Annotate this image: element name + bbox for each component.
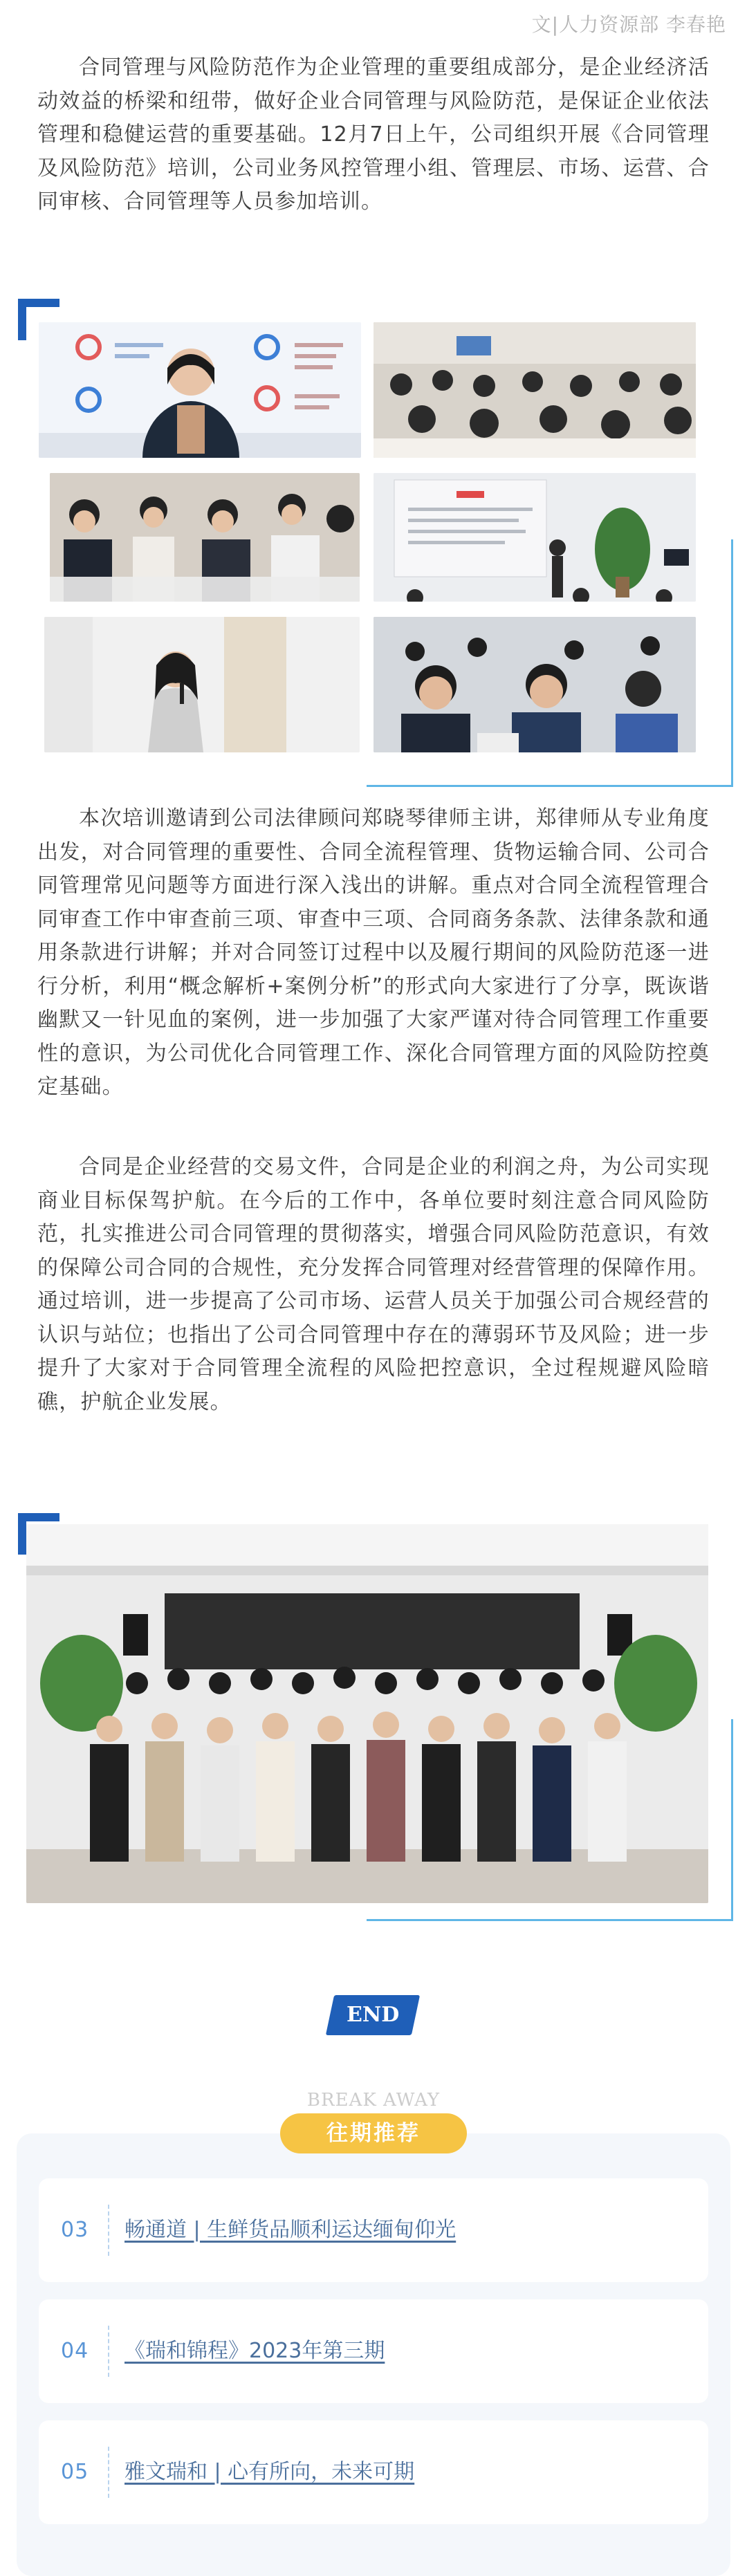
recommend-divider [108,2447,109,2498]
recommend-link[interactable]: 雅文瑞和 | 心有所向，未来可期 [124,2460,415,2484]
recommend-divider [108,2205,109,2256]
recommend-card-05[interactable] [39,2420,708,2524]
recommend-link[interactable]: 《瑞和锦程》2023年第三期 [124,2339,385,2363]
author-byline: 文|人力资源部 李春艳 [531,13,726,36]
photo-classroom-audience [374,322,696,458]
break-away-heading: BREAK AWAY [306,2090,441,2111]
recommend-title-pill: 往期推荐 [280,2113,467,2153]
recommend-link[interactable]: 畅通道 | 生鲜货品顺利运达缅甸仰光 [124,2218,456,2242]
recommend-number: 05 [61,2460,89,2484]
photo-lecturer-slides [39,322,361,458]
end-badge [326,1995,420,2035]
photo-group-picture [26,1524,708,1903]
body-paragraph-2: 合同是企业经营的交易文件，合同是企业的利润之舟，为公司实现商业目标保驾护航。在今后的工作中，各单位要时刻注意合同风险防范，扎实推进公司合同管理的贯彻落实，增强合同风险防范意识，有效的保障公司合同的合规性，充分发挥合同管理对经营管理的保障作用。通过培训，进一步提高了公司市场、运营人员关于加强公司合规经营的认识与站位；也指出了公司合同管理中存在的薄弱环节及风险；进一步提升了大家对于合同管理全流程的风险把控意识，全过程规避风险暗礁，护航企业发展。 [37,1155,710,1414]
intro-paragraph: 合同管理与风险防范作为企业管理的重要组成部分，是企业经济活动效益的桥梁和纽带，做好企业合同管理与风险防范，是保证企业依法管理和稳健运营的重要基础。12月7日上午，公司组织开展《合同管理及风险防范》培训，公司业务风控管理小组、管理层、市场、运营、合同审核、合同管理等人员参加培训。 [37,55,710,214]
body-paragraph-1: 本次培训邀请到公司法律顾问郑晓琴律师主讲，郑律师从专业角度出发，对合同管理的重要性、合同全流程管理、货物运输合同、公司合同管理常见问题等方面进行深入浅出的讲解。重点对合同全流程管理合同审查工作中审查前三项、审查中三项、合同商务条款、法律条款和通用条款进行讲解；并对合同签订过程中以及履行期间的风险防范逐一进行分析，利用“概念解析+案例分析”的形式向大家进行了分享，既诙谐幽默又一针见血的案例，进一步加强了大家严谨对待合同管理工作重要性的意识，为公司优化合同管理工作、深化合同管理方面的风险防控奠定基础。 [37,806,710,1099]
photo-attendees-note-taking [50,473,360,602]
recommend-number: 03 [61,2218,89,2242]
recommend-card-03[interactable] [39,2178,708,2282]
photo-speaker-microphone [44,617,360,752]
recommend-divider [108,2326,109,2377]
photo-presenter-screen [374,473,696,602]
recommend-card-04[interactable] [39,2299,708,2403]
end-label: END [346,2003,400,2027]
photo-attendees-front-row [374,617,696,752]
recommend-number: 04 [61,2339,89,2363]
